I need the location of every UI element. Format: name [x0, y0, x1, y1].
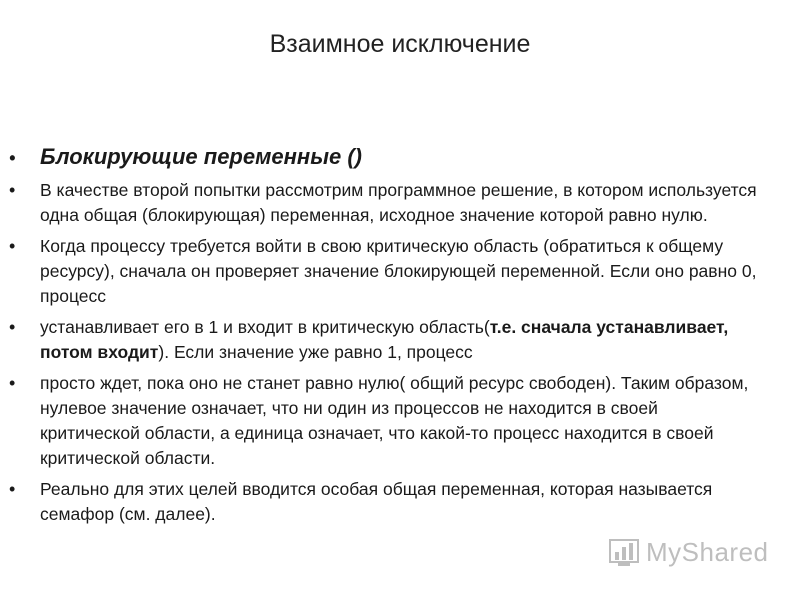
- bullet-heading: [0, 142, 800, 172]
- bullet-text: устанавливает его в 1 и входит в критическую область(: [40, 317, 490, 337]
- bullet-text: Когда процессу требуется войти в свою критическую область (обратиться к общему ресурсу), сначала он проверяет значение блокирующей переменной. Если оно равно 0, процесс: [40, 236, 757, 306]
- slide-title: Взаимное исключение: [269, 30, 531, 58]
- bullet-item-4: [0, 371, 800, 471]
- bullet-bold-text: т.е. сначала устанавливает, потом входит: [40, 317, 729, 362]
- bullet-item-2: [0, 234, 800, 309]
- bullet-marker: •: [9, 236, 16, 256]
- bullet-list: [0, 142, 800, 533]
- bullet-item-3: [0, 315, 800, 365]
- bullet-text: Реально для этих целей вводится особая общая переменная, которая называется семафор (см. далее).: [40, 479, 713, 524]
- bullet-marker: •: [9, 317, 16, 337]
- bullet-heading-text: Блокирующие переменные (): [40, 144, 362, 169]
- bullet-marker: •: [9, 148, 16, 168]
- bullet-text: просто ждет, пока оно не станет равно нулю( общий ресурс свободен). Таким образом, нулевое значение означает, что ни один из процессов не находится в своей критической области, а единица означает, что какой-то процесс находится в своей критической области.: [40, 373, 749, 468]
- bullet-marker: •: [9, 373, 16, 393]
- bullet-marker: •: [9, 180, 16, 200]
- bullet-marker: •: [9, 479, 16, 499]
- bullet-text: ). Если значение уже равно 1, процесс: [158, 342, 473, 362]
- watermark-text: MyShared: [646, 536, 769, 567]
- bullet-text: В качестве второй попытки рассмотрим программное решение, в котором используется одна общая (блокирующая) переменная, исходное значение которой равно нулю.: [40, 180, 757, 225]
- bullet-item-1: [0, 178, 800, 228]
- watermark: [608, 536, 769, 568]
- bar-chart-icon: [608, 536, 640, 568]
- bullet-item-5: [0, 477, 800, 527]
